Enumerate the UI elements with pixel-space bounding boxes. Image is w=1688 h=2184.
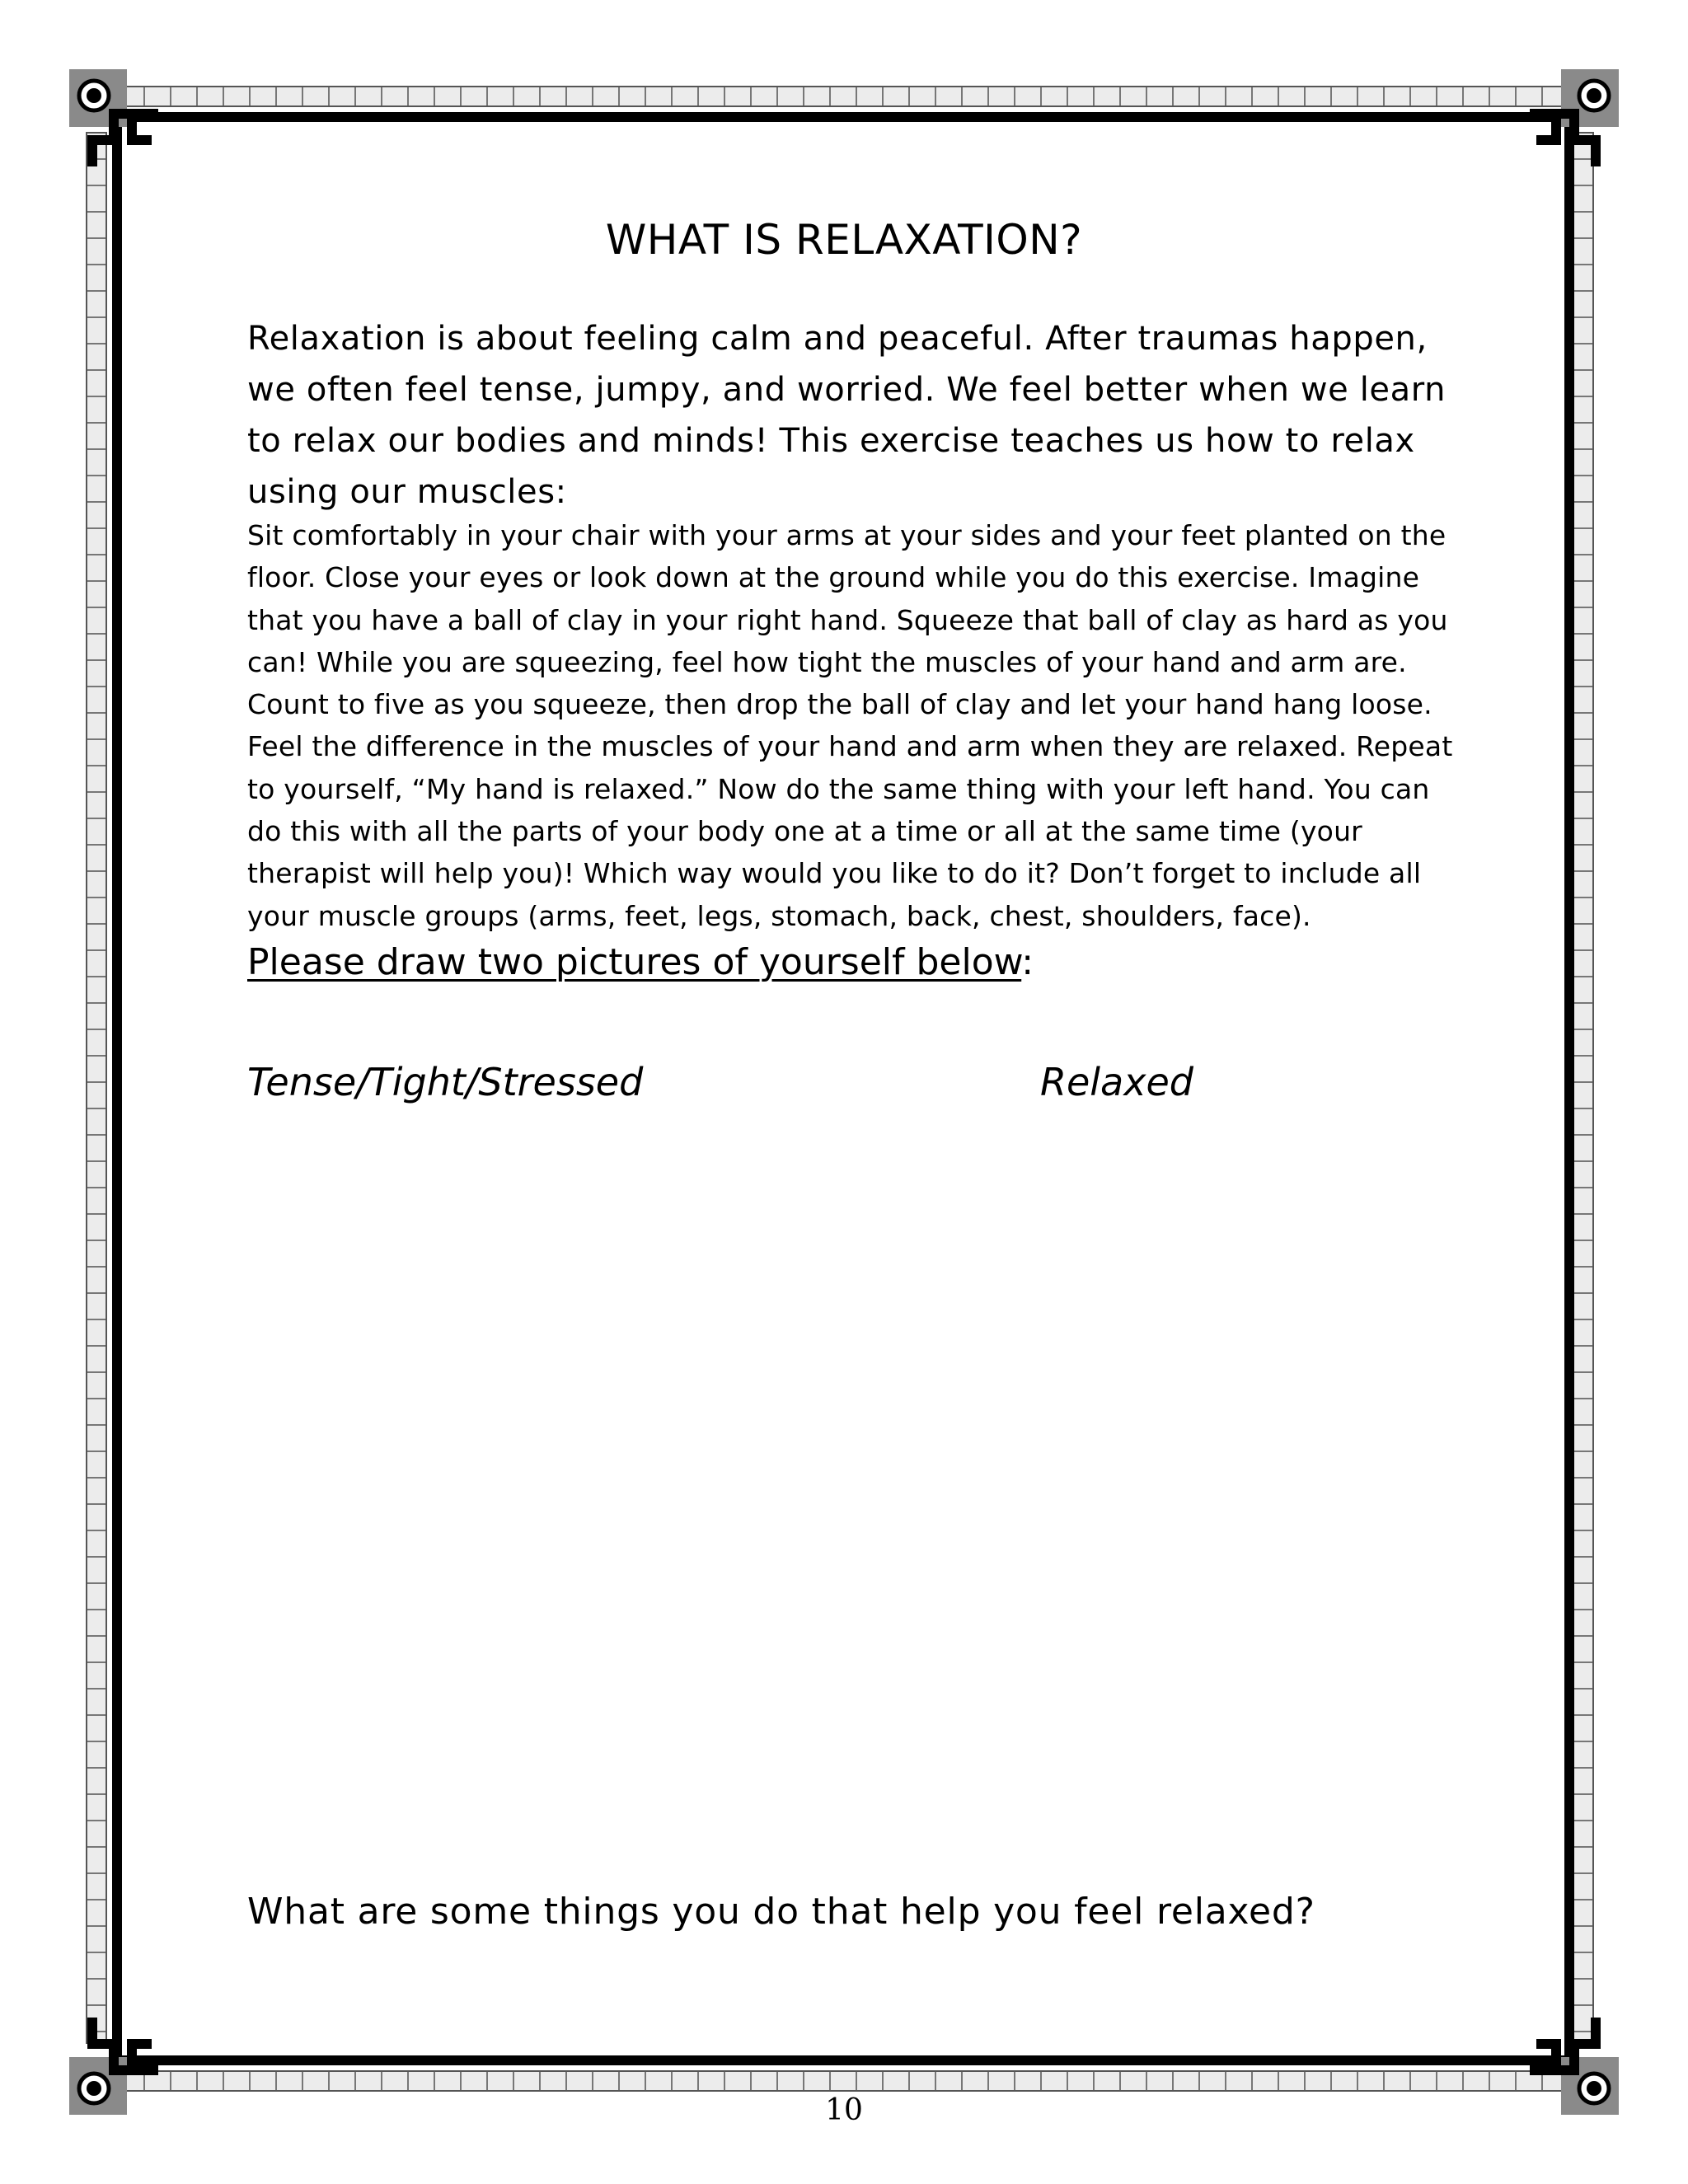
page-title: WHAT IS RELAXATION? [605,216,1083,264]
draw-prompt-text: Please draw two pictures of yourself below [247,941,1022,983]
border-strip-bottom [91,2070,1596,2092]
tense-drawing-label: Tense/Tight/Stressed [247,1060,644,1104]
draw-prompt-colon: : [1021,941,1034,983]
draw-prompt [247,941,1034,983]
relaxed-drawing-label: Relaxed [1040,1060,1193,1104]
corner-ornament-icon [1528,69,1619,168]
relaxation-question: What are some things you do that help you feel relaxed? [247,1891,1315,1933]
intro-paragraph: Relaxation is about feeling calm and peaceful. After traumas happen, we often feel tense, jumpy, and worried. We feel better when we learn to relax our bodies and minds! This exercise teaches us how to relax using our muscles: [247,320,1447,511]
border-strip-left [86,132,107,2044]
instructions-paragraph: Sit comfortably in your chair with your arms at your sides and your feet planted on the floor. Close your eyes or look down at the ground while you do this exercise. Imagine that you have a ball of clay in your right hand. Squeeze that ball of clay as hard as you can! While you are squeezing, feel how tight the muscles of your hand and arm are. Count to five as you squeeze, then drop the ball of clay and let your hand hang loose. Feel the difference in the muscles of your hand and arm when they are relaxed. Repeat to yourself, “My hand is relaxed.” Now do the same thing with your left hand. You can do this with all the parts of your body one at a time or all at the same time (your therapist will help you)! Which way would you like to do it? Don’t forget to include all your muscle groups (arms, feet, legs, stomach, back, chest, shoulders, face). [247,519,1453,932]
page-number: 10 [825,2093,863,2127]
corner-ornament-icon [69,69,160,168]
border-strip-top [91,86,1596,107]
border-strip-right [1573,132,1594,2044]
